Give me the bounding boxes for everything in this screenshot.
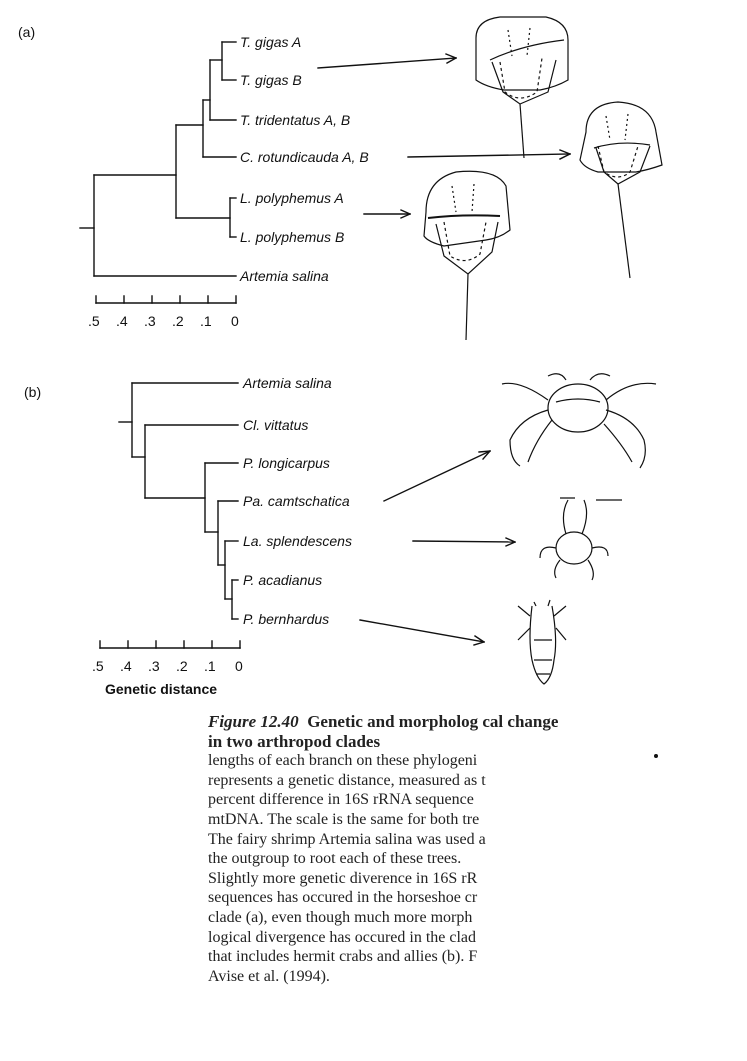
caption-line: Avise et al. (1994). [208, 967, 330, 985]
scale-tick-b: .4 [120, 658, 132, 674]
tree-a [80, 42, 236, 276]
taxon-label-a: Artemia salina [240, 268, 329, 284]
caption-line: The fairy shrimp Artemia salina was used a [208, 830, 486, 848]
arrow-bernhardus [360, 620, 484, 642]
caption-line: logical divergence has occured in the clad [208, 928, 477, 946]
caption-line: Slightly more genetic diverence in 16S rR [208, 869, 478, 887]
taxon-label-b: Pa. camtschatica [243, 493, 350, 509]
caption-line: percent difference in 16S rRNA sequence [208, 791, 474, 809]
taxon-label-a: L. polyphemus A [240, 190, 344, 206]
taxon-label-a: T. gigas A [240, 34, 302, 50]
tree-b [119, 383, 238, 619]
taxon-label-b: P. longicarpus [243, 455, 330, 471]
scale-tick-a: .4 [116, 313, 128, 329]
scale-tick-a: 0 [231, 313, 239, 329]
scale-tick-a: .3 [144, 313, 156, 329]
figure-caption [208, 712, 560, 1052]
scale-tick-b: 0 [235, 658, 243, 674]
king-crab-illustration [502, 374, 656, 468]
arrow-camtschatica [384, 451, 490, 501]
taxon-label-b: Cl. vittatus [243, 417, 309, 433]
taxon-label-a: C. rotundicauda A, B [240, 149, 369, 165]
caption-title-line [208, 712, 560, 751]
caption-line: mtDNA. The scale is the same for both tre [208, 810, 480, 828]
panel-b-label: (b) [24, 384, 42, 400]
arrows [318, 54, 570, 645]
taxon-label-a: T. tridentatus A, B [240, 112, 351, 128]
taxon-label-a: L. polyphemus B [240, 229, 345, 245]
arrow-crotundicauda [408, 154, 570, 157]
horseshoe-crab-crotundicauda-illustration [580, 102, 662, 278]
scale-tick-b: .3 [148, 658, 160, 674]
taxon-label-b: P. bernhardus [243, 611, 330, 627]
caption-line: that includes hermit crabs and allies (b). F [208, 948, 478, 966]
hermit-crab-bernhardus-illustration [518, 600, 566, 684]
taxon-label-b: La. splendescens [243, 533, 352, 549]
scale-bar-a [96, 296, 236, 303]
hermit-crab-splendescens-illustration [540, 498, 622, 580]
horseshoe-crab-tgigas-illustration [476, 17, 568, 158]
scale-tick-a: .2 [172, 313, 184, 329]
caption-line: represents a genetic distance, measured as t [208, 771, 486, 789]
arrow-splendescens [413, 541, 515, 542]
caption-line: clade (a), even though much more morph [208, 908, 473, 926]
taxon-label-b: Artemia salina [243, 375, 332, 391]
caption-figure-label: Figure 12.40 [208, 712, 299, 731]
scale-bar-b [100, 641, 240, 648]
scale-title-genetic-distance: Genetic distance [105, 681, 218, 697]
speck-mark [654, 754, 658, 758]
scale-tick-a: .1 [200, 313, 212, 329]
scale-tick-b: .5 [92, 658, 104, 674]
scale-tick-a: .5 [88, 313, 100, 329]
taxon-label-b: P. acadianus [243, 572, 323, 588]
horseshoe-crab-lpolyphemus-illustration [424, 171, 510, 340]
panel-a-label: (a) [18, 24, 36, 40]
caption-title: Genetic and morpholog cal change in two arthropod clades [208, 712, 559, 751]
scale-tick-b: .2 [176, 658, 188, 674]
arrow-tgigas [318, 58, 456, 68]
caption-body [208, 751, 560, 986]
caption-line: lengths of each branch on these phylogeni [208, 752, 478, 770]
taxon-label-a: T. gigas B [240, 72, 302, 88]
caption-line: sequences has occured in the horseshoe cr [208, 889, 478, 907]
caption-line: the outgroup to root each of these trees. [208, 850, 462, 868]
scale-tick-b: .1 [204, 658, 216, 674]
